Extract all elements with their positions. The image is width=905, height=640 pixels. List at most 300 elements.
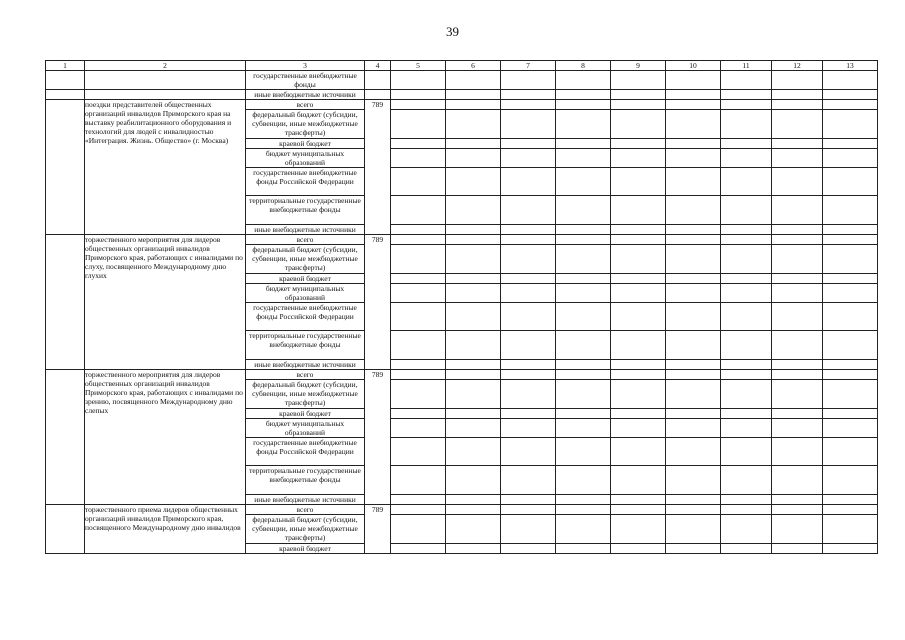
data-cell <box>823 360 878 370</box>
code-cell: 789 <box>365 370 391 505</box>
data-cell <box>611 110 666 139</box>
data-cell <box>501 196 556 225</box>
data-cell <box>721 419 772 438</box>
event-description: поездки представителей общественных организаций инвалидов Приморского края на выставку реабилитационного оборудования и технологий для людей с инвалидностью «Интеграция. Жизнь. Общество» (г. Москва) <box>85 100 246 235</box>
data-cell <box>611 149 666 168</box>
funding-source-cell: государственные внебюджетные фонды Российской Федерации <box>246 168 365 196</box>
funding-source-cell: всего <box>246 100 365 110</box>
data-cell <box>772 380 823 409</box>
data-cell <box>391 274 446 284</box>
data-cell <box>823 438 878 466</box>
data-cell <box>391 544 446 554</box>
data-cell <box>721 196 772 225</box>
funding-source-cell: всего <box>246 235 365 245</box>
data-cell <box>611 505 666 515</box>
data-cell <box>391 235 446 245</box>
data-cell <box>823 149 878 168</box>
data-cell <box>823 225 878 235</box>
data-cell <box>446 71 501 90</box>
data-cell <box>721 225 772 235</box>
funding-source-cell: краевой бюджет <box>246 544 365 554</box>
data-cell <box>391 466 446 495</box>
code-cell: 789 <box>365 235 391 370</box>
data-cell <box>391 505 446 515</box>
data-cell <box>611 419 666 438</box>
event-cell <box>85 90 246 100</box>
funding-source-cell: всего <box>246 370 365 380</box>
funding-source-cell: территориальные государственные внебюджетные фонды <box>246 466 365 495</box>
data-cell <box>391 110 446 139</box>
row-number-cell <box>46 505 85 554</box>
data-cell <box>391 515 446 544</box>
data-cell <box>823 139 878 149</box>
data-cell <box>666 380 721 409</box>
column-number-row <box>46 61 878 71</box>
data-cell <box>666 100 721 110</box>
data-cell <box>501 100 556 110</box>
data-cell <box>556 90 611 100</box>
data-cell <box>556 370 611 380</box>
data-cell <box>611 274 666 284</box>
data-cell <box>501 110 556 139</box>
data-cell <box>772 71 823 90</box>
funding-source-cell: краевой бюджет <box>246 139 365 149</box>
data-cell <box>556 409 611 419</box>
data-cell <box>721 409 772 419</box>
data-cell <box>501 360 556 370</box>
funding-source-cell: иные внебюджетные источники <box>246 90 365 100</box>
data-cell <box>391 139 446 149</box>
data-cell <box>446 466 501 495</box>
budget-table <box>45 60 878 554</box>
data-cell <box>772 168 823 196</box>
data-cell <box>772 505 823 515</box>
data-cell <box>501 495 556 505</box>
funding-source-cell: территориальные государственные внебюджетные фонды <box>246 196 365 225</box>
data-cell <box>391 168 446 196</box>
data-cell <box>721 380 772 409</box>
data-cell <box>772 196 823 225</box>
data-cell <box>721 438 772 466</box>
data-cell <box>446 331 501 360</box>
data-cell <box>823 245 878 274</box>
data-cell <box>721 505 772 515</box>
data-cell <box>391 71 446 90</box>
data-cell <box>823 110 878 139</box>
data-cell <box>666 90 721 100</box>
table-body <box>46 71 878 554</box>
page-number: 39 <box>446 24 459 39</box>
data-cell <box>611 515 666 544</box>
data-cell <box>721 360 772 370</box>
funding-source-cell: государственные внебюджетные фонды Российской Федерации <box>246 303 365 331</box>
data-cell <box>823 100 878 110</box>
data-cell <box>556 284 611 303</box>
data-cell <box>611 409 666 419</box>
data-cell <box>611 168 666 196</box>
data-cell <box>611 466 666 495</box>
data-cell <box>501 245 556 274</box>
funding-source-cell: бюджет муниципальных образований <box>246 419 365 438</box>
funding-source-cell: иные внебюджетные источники <box>246 225 365 235</box>
funding-source-cell: иные внебюджетные источники <box>246 360 365 370</box>
data-cell <box>721 303 772 331</box>
data-cell <box>772 515 823 544</box>
funding-source-cell: федеральный бюджет (субсидии, субвенции, иные межбюджетные трансферты) <box>246 110 365 139</box>
data-cell <box>666 196 721 225</box>
data-cell <box>772 284 823 303</box>
data-cell <box>721 284 772 303</box>
data-cell <box>721 139 772 149</box>
column-header: 1 <box>46 61 85 71</box>
table-row <box>46 505 878 515</box>
data-cell <box>666 466 721 495</box>
data-cell <box>666 409 721 419</box>
data-cell <box>666 360 721 370</box>
data-cell <box>446 409 501 419</box>
data-cell <box>666 419 721 438</box>
data-cell <box>556 235 611 245</box>
data-cell <box>556 438 611 466</box>
data-cell <box>772 303 823 331</box>
data-cell <box>611 331 666 360</box>
data-cell <box>501 284 556 303</box>
data-cell <box>611 380 666 409</box>
data-cell <box>666 370 721 380</box>
data-cell <box>666 284 721 303</box>
data-cell <box>611 495 666 505</box>
data-cell <box>721 495 772 505</box>
data-cell <box>772 370 823 380</box>
funding-source-cell: территориальные государственные внебюджетные фонды <box>246 331 365 360</box>
data-cell <box>772 225 823 235</box>
data-cell <box>823 370 878 380</box>
data-cell <box>556 419 611 438</box>
data-cell <box>823 303 878 331</box>
data-cell <box>446 495 501 505</box>
data-cell <box>823 284 878 303</box>
row-number-cell <box>46 235 85 370</box>
data-cell <box>391 90 446 100</box>
data-cell <box>611 235 666 245</box>
data-cell <box>556 303 611 331</box>
column-header: 3 <box>246 61 365 71</box>
data-cell <box>446 438 501 466</box>
table-row <box>46 100 878 110</box>
event-description: торжественного мероприятия для лидеров общественных организаций инвалидов Приморского края, работающих с инвалидами по зрению, посвященного Международному дню слепых <box>85 370 246 505</box>
data-cell <box>556 505 611 515</box>
data-cell <box>611 100 666 110</box>
data-cell <box>823 409 878 419</box>
data-cell <box>721 544 772 554</box>
data-cell <box>446 544 501 554</box>
data-cell <box>772 419 823 438</box>
data-cell <box>772 100 823 110</box>
data-cell <box>823 235 878 245</box>
data-cell <box>446 245 501 274</box>
data-cell <box>611 303 666 331</box>
data-cell <box>501 505 556 515</box>
data-cell <box>772 149 823 168</box>
data-cell <box>446 100 501 110</box>
data-cell <box>823 466 878 495</box>
data-cell <box>446 110 501 139</box>
data-cell <box>446 90 501 100</box>
data-cell <box>556 196 611 225</box>
data-cell <box>556 380 611 409</box>
data-cell <box>772 409 823 419</box>
event-description: торжественного приема лидеров общественных организаций инвалидов Приморского края, посвященного Международному дню инвалидов <box>85 505 246 554</box>
data-cell <box>772 274 823 284</box>
funding-source-cell: государственные внебюджетные фонды <box>246 71 365 90</box>
data-cell <box>721 100 772 110</box>
data-cell <box>391 303 446 331</box>
data-cell <box>501 274 556 284</box>
data-cell <box>772 438 823 466</box>
data-cell <box>501 370 556 380</box>
funding-source-cell: бюджет муниципальных образований <box>246 284 365 303</box>
row-number-cell <box>46 100 85 235</box>
data-cell <box>666 544 721 554</box>
data-cell <box>721 515 772 544</box>
funding-source-cell: краевой бюджет <box>246 409 365 419</box>
code-cell <box>365 71 391 90</box>
code-cell <box>365 90 391 100</box>
data-cell <box>666 225 721 235</box>
data-cell <box>501 303 556 331</box>
data-cell <box>611 370 666 380</box>
data-cell <box>446 505 501 515</box>
data-cell <box>391 360 446 370</box>
data-cell <box>823 380 878 409</box>
data-cell <box>721 331 772 360</box>
data-cell <box>772 245 823 274</box>
data-cell <box>666 149 721 168</box>
data-cell <box>501 149 556 168</box>
data-cell <box>446 149 501 168</box>
table-row <box>46 370 878 380</box>
data-cell <box>391 245 446 274</box>
data-cell <box>772 544 823 554</box>
funding-source-cell: федеральный бюджет (субсидии, субвенции, иные межбюджетные трансферты) <box>246 380 365 409</box>
column-header: 2 <box>85 61 246 71</box>
code-cell: 789 <box>365 100 391 235</box>
table-row <box>46 90 878 100</box>
data-cell <box>611 71 666 90</box>
data-cell <box>823 495 878 505</box>
column-header: 11 <box>721 61 772 71</box>
data-cell <box>823 419 878 438</box>
data-cell <box>556 544 611 554</box>
data-cell <box>391 284 446 303</box>
data-cell <box>823 168 878 196</box>
data-cell <box>666 515 721 544</box>
data-cell <box>721 90 772 100</box>
data-cell <box>556 515 611 544</box>
column-header: 13 <box>823 61 878 71</box>
data-cell <box>501 331 556 360</box>
event-cell <box>85 71 246 90</box>
data-cell <box>446 380 501 409</box>
data-cell <box>556 360 611 370</box>
data-cell <box>556 495 611 505</box>
data-cell <box>446 284 501 303</box>
data-cell <box>556 139 611 149</box>
data-cell <box>823 90 878 100</box>
data-cell <box>556 466 611 495</box>
data-cell <box>446 419 501 438</box>
funding-source-cell: федеральный бюджет (субсидии, субвенции, иные межбюджетные трансферты) <box>246 515 365 544</box>
data-cell <box>501 438 556 466</box>
data-cell <box>666 495 721 505</box>
data-cell <box>391 438 446 466</box>
data-cell <box>391 409 446 419</box>
data-cell <box>446 225 501 235</box>
data-cell <box>772 331 823 360</box>
data-cell <box>501 168 556 196</box>
data-cell <box>666 139 721 149</box>
column-header: 4 <box>365 61 391 71</box>
data-cell <box>772 495 823 505</box>
column-header: 9 <box>611 61 666 71</box>
data-cell <box>823 274 878 284</box>
data-cell <box>446 303 501 331</box>
data-cell <box>611 544 666 554</box>
data-cell <box>556 274 611 284</box>
column-header: 7 <box>501 61 556 71</box>
data-cell <box>721 235 772 245</box>
data-cell <box>391 495 446 505</box>
data-cell <box>556 71 611 90</box>
data-cell <box>391 100 446 110</box>
data-cell <box>721 370 772 380</box>
data-cell <box>823 515 878 544</box>
data-cell <box>772 360 823 370</box>
data-cell <box>391 419 446 438</box>
data-cell <box>556 100 611 110</box>
data-cell <box>556 168 611 196</box>
data-cell <box>391 149 446 168</box>
data-cell <box>772 235 823 245</box>
data-cell <box>501 544 556 554</box>
data-cell <box>611 245 666 274</box>
funding-source-cell: бюджет муниципальных образований <box>246 149 365 168</box>
data-cell <box>666 168 721 196</box>
data-cell <box>446 168 501 196</box>
data-cell <box>556 225 611 235</box>
data-cell <box>721 71 772 90</box>
funding-source-cell: федеральный бюджет (субсидии, субвенции, иные межбюджетные трансферты) <box>246 245 365 274</box>
column-header: 10 <box>666 61 721 71</box>
data-cell <box>823 544 878 554</box>
data-cell <box>446 196 501 225</box>
data-cell <box>501 139 556 149</box>
data-cell <box>501 466 556 495</box>
data-cell <box>391 380 446 409</box>
data-cell <box>501 225 556 235</box>
data-cell <box>666 245 721 274</box>
data-cell <box>666 71 721 90</box>
data-cell <box>666 438 721 466</box>
data-cell <box>501 515 556 544</box>
data-cell <box>721 168 772 196</box>
data-cell <box>501 71 556 90</box>
data-cell <box>611 360 666 370</box>
data-cell <box>391 225 446 235</box>
data-cell <box>823 331 878 360</box>
data-cell <box>501 235 556 245</box>
column-header: 5 <box>391 61 446 71</box>
row-number-cell <box>46 71 85 90</box>
data-cell <box>666 331 721 360</box>
data-cell <box>721 245 772 274</box>
data-cell <box>823 505 878 515</box>
data-cell <box>556 245 611 274</box>
data-cell <box>666 274 721 284</box>
data-cell <box>446 139 501 149</box>
data-cell <box>666 235 721 245</box>
data-cell <box>772 110 823 139</box>
data-cell <box>501 380 556 409</box>
column-header: 8 <box>556 61 611 71</box>
event-description: торжественного мероприятия для лидеров общественных организаций инвалидов Приморского края, работающих с инвалидами по слуху, посвященного Международному дню глухих <box>85 235 246 370</box>
data-cell <box>556 149 611 168</box>
data-cell <box>611 139 666 149</box>
table-row <box>46 235 878 245</box>
data-cell <box>823 71 878 90</box>
data-cell <box>611 284 666 303</box>
data-cell <box>611 196 666 225</box>
table-row <box>46 71 878 90</box>
code-cell: 789 <box>365 505 391 554</box>
column-header: 6 <box>446 61 501 71</box>
data-cell <box>666 303 721 331</box>
data-cell <box>823 196 878 225</box>
data-cell <box>721 149 772 168</box>
data-cell <box>446 274 501 284</box>
data-cell <box>501 90 556 100</box>
data-cell <box>501 409 556 419</box>
column-header: 12 <box>772 61 823 71</box>
data-cell <box>446 370 501 380</box>
row-number-cell <box>46 370 85 505</box>
data-cell <box>666 110 721 139</box>
funding-source-cell: иные внебюджетные источники <box>246 495 365 505</box>
data-cell <box>391 196 446 225</box>
data-cell <box>666 505 721 515</box>
row-number-cell <box>46 90 85 100</box>
data-cell <box>721 110 772 139</box>
data-cell <box>446 235 501 245</box>
data-cell <box>446 515 501 544</box>
funding-source-cell: государственные внебюджетные фонды Российской Федерации <box>246 438 365 466</box>
funding-source-cell: всего <box>246 505 365 515</box>
funding-source-cell: краевой бюджет <box>246 274 365 284</box>
data-cell <box>501 419 556 438</box>
data-cell <box>772 139 823 149</box>
data-cell <box>611 90 666 100</box>
data-cell <box>391 331 446 360</box>
data-cell <box>611 438 666 466</box>
data-cell <box>446 360 501 370</box>
data-cell <box>556 331 611 360</box>
data-cell <box>772 90 823 100</box>
data-cell <box>721 274 772 284</box>
data-cell <box>611 225 666 235</box>
data-cell <box>721 466 772 495</box>
data-cell <box>772 466 823 495</box>
data-cell <box>391 370 446 380</box>
